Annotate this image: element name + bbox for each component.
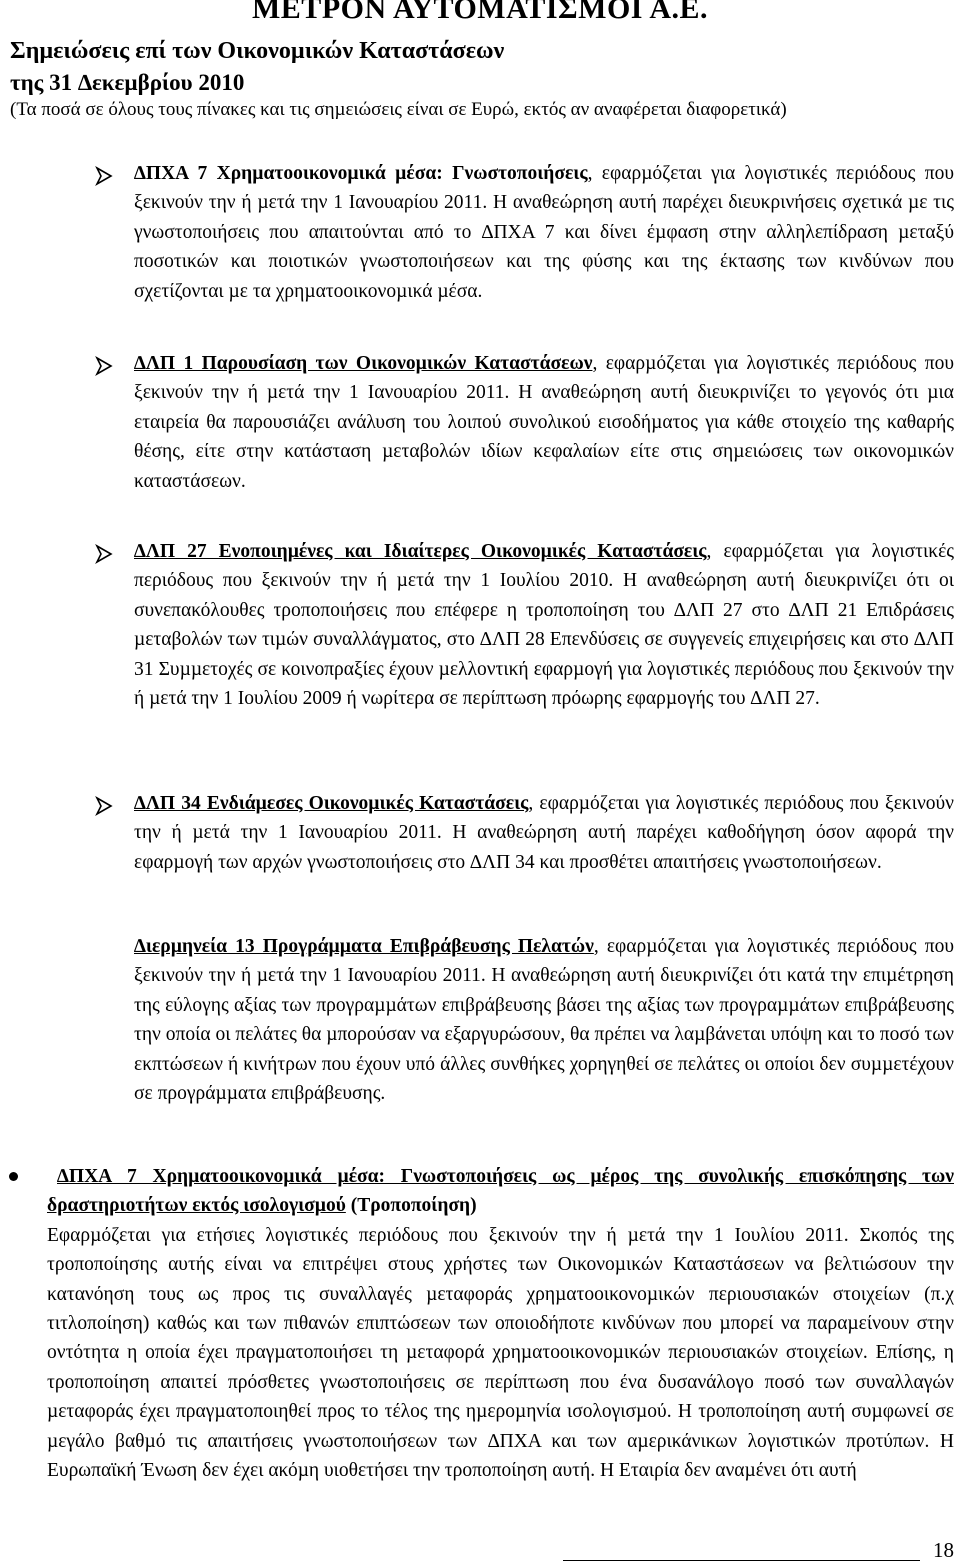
item-lead: ∆ΛΠ 27 Ενοποιηµένες και Ιδιαίτερες Οικονοµικές Καταστάσεις <box>134 541 707 562</box>
section-block <box>47 1162 954 1485</box>
page-number: 18 <box>933 1538 954 1562</box>
currency-note: (Τα ποσά σε όλους τους πίνακες και τις σηµειώσεις είναι σε Ευρώ, εκτός αν αναφέρεται διαφορετικά) <box>10 99 787 120</box>
footer-rule <box>563 1560 920 1561</box>
list-item <box>134 932 954 1108</box>
list-item <box>134 349 954 496</box>
list-item <box>134 537 954 713</box>
item-text: , εφαρµόζεται για λογιστικές περιόδους που ξεκινούν την ή µετά την 1 Ιουλίου 2010. Η αναθεώρηση αυτή διευκρινίζει ότι οι συνεπακόλουθες τροποποιήσεις που επέφερε η τροποποίηση του ∆ΛΠ 27 στο ∆ΛΠ 21 Επιδράσεις µεταβολών των τιµών συναλλάγµατος, στο ∆ΛΠ 28 Επενδύσεις σε συγγενείς επιχειρήσεις και στο ∆ΛΠ 31 Συµµετοχές σε κοινοπραξίες έχουν µελλοντική εφαρµογή για λογιστικές περιόδους που ξεκινούν την ή µετά την 1 Ιουλίου 2009 ή νωρίτερα σε περίπτωση πρόωρης εφαρµογής του ∆ΛΠ 27. <box>134 541 954 710</box>
item-text: , εφαρµόζεται για λογιστικές περιόδους που ξεκινούν την ή µετά την 1 Ιανουαρίου 2011. Η αναθεώρηση αυτή παρέχει διευκρινήσεις σχετικά µε τις γνωστοποιήσεις που απαιτούνται από το ∆ΠΧΑ 7 και δίνει έµφαση στην αλληλεπίδραση µεταξύ ποσοτικών και ποιοτικών γνωστοποιήσεων και της φύσης και της έκτασης των κινδύνων που σχετίζονται µε τα χρηµατοοικονοµικά µέσα. <box>134 163 954 302</box>
notes-title: Σηµειώσεις επί των Οικονοµικών Καταστάσεων <box>10 38 505 64</box>
list-item <box>134 789 954 877</box>
notes-date: της 31 ∆εκεµβρίου 2010 <box>10 70 245 95</box>
arrow-bullet-icon <box>94 544 114 564</box>
arrow-bullet-icon <box>94 796 114 816</box>
item-lead: ∆ΛΠ 1 Παρουσίαση των Οικονοµικών Καταστάσεων <box>134 353 593 374</box>
section-lead: ∆ΠΧΑ 7 Χρηµατοοικονοµικά µέσα: Γνωστοποιήσεις ως µέρος της συνολικής επισκόπησης των δραστηριοτήτων εκτός ισολογισµού <box>47 1166 954 1217</box>
item-lead: ∆ιερµηνεία 13 Προγράµµατα Επιβράβευσης Πελατών <box>134 936 594 957</box>
round-bullet-icon <box>9 1172 18 1181</box>
section-lead-suffix: (Τροποποίηση) <box>345 1195 477 1217</box>
company-name: ΜΕΤΡΟΝ ΑΥΤΟΜΑΤΙΣΜΟΙ Α.Ε. <box>251 0 708 25</box>
item-lead: ∆ΛΠ 34 Ενδιάµεσες Οικονοµικές Καταστάσεις <box>134 793 529 814</box>
section-text: Εφαρµόζεται για ετήσιες λογιστικές περιόδους που ξεκινούν την ή µετά την 1 Ιουλίου 2011. Σκοπός της τροποποίησης αυτής είναι να επιτρέψει στους χρήστες των Οικονοµικών Καταστάσεων να βελτιώσουν την κατανόηση τους ως προς τις συναλλαγές µεταφοράς χρηµατοοικονοµικών περιουσιακών στοιχείων (π.χ τιτλοποίηση) καθώς και των πιθανών επιπτώσεων των οποιοδήποτε κινδύνων που µπορεί να παραµείνουν στην οντότητα η οποία έχει πραγµατοποιήσει τη µεταφορά χρηµατοοικονοµικών περιουσιακών στοιχείων. Επίσης, η τροποποίηση απαιτεί πρόσθετες γνωστοποιήσεις σε περίπτωση που ένα δυσανάλογο ποσό των συναλλαγών µεταφοράς έχει πραγµατοποιηθεί προς το τέλος της ηµεροµηνία ισολογισµού. Η τροποποίηση αυτή συµφωνεί σε µεγάλο βαθµό τις απαιτήσεις γνωστοποιήσεων των ∆ΠΧΑ και των αµερικάνικων λογιστικών προτύπων. Η Ευρωπαϊκή Ένωση δεν έχει ακόµη υιοθετήσει την τροποποίηση αυτή. Η Εταιρία δεν αναµένει ότι αυτή <box>47 1224 954 1482</box>
item-text: , εφαρµόζεται για λογιστικές περιόδους που ξεκινούν την ή µετά την 1 Ιανουαρίου 2011. Η αναθεώρηση αυτή παρέχει καθοδήγηση όσον αφορά την εφαρµογή των αρχών γνωστοποιήσεις στο ∆ΛΠ 34 και προσθέτει απαιτήσεις γνωστοποιήσεων. <box>134 793 954 873</box>
arrow-bullet-icon <box>94 166 114 186</box>
list-item <box>134 159 954 306</box>
arrow-bullet-icon <box>94 356 114 376</box>
item-text: , εφαρµόζεται για λογιστικές περιόδους που ξεκινούν την ή µετά την 1 Ιανουαρίου 2011. Η αναθεώρηση αυτή διευκρινίζει το γεγονός ότι µια εταιρεία θα παρουσιάζει ανάλυση του λοιπού συνολικού εισοδήµατος για κάθε στοιχείο της καθαρής θέσης, είτε στην κατάσταση µεταβολών ιδίων κεφαλαίων είτε στις σηµειώσεις των οικονοµικών καταστάσεων. <box>134 353 954 492</box>
item-lead: ∆ΠΧΑ 7 Χρηµατοοικονοµικά µέσα: Γνωστοποιήσεις <box>134 163 588 184</box>
item-text: , εφαρµόζεται για λογιστικές περιόδους που ξεκινούν την ή µετά την 1 Ιανουαρίου 2011. Η αναθεώρηση αυτή διευκρινίζει ότι κατά την επιµέτρηση της εύλογης αξίας των προγραµµάτων επιβράβευσης βάσει της αξίας των προγραµµάτων επιβράβευσης την οποία οι πελάτες θα µπορούσαν να εξαργυρώσουν, θα πρέπει να λαµβάνεται υπόψη και το ποσό των εκπτώσεων ή κινήτρων που έχουν υπό άλλες συνθήκες χορηγηθεί σε πελάτες οι οποίοι δεν συµµετέχουν σε προγράµµατα επιβράβευσης. <box>134 936 954 1105</box>
